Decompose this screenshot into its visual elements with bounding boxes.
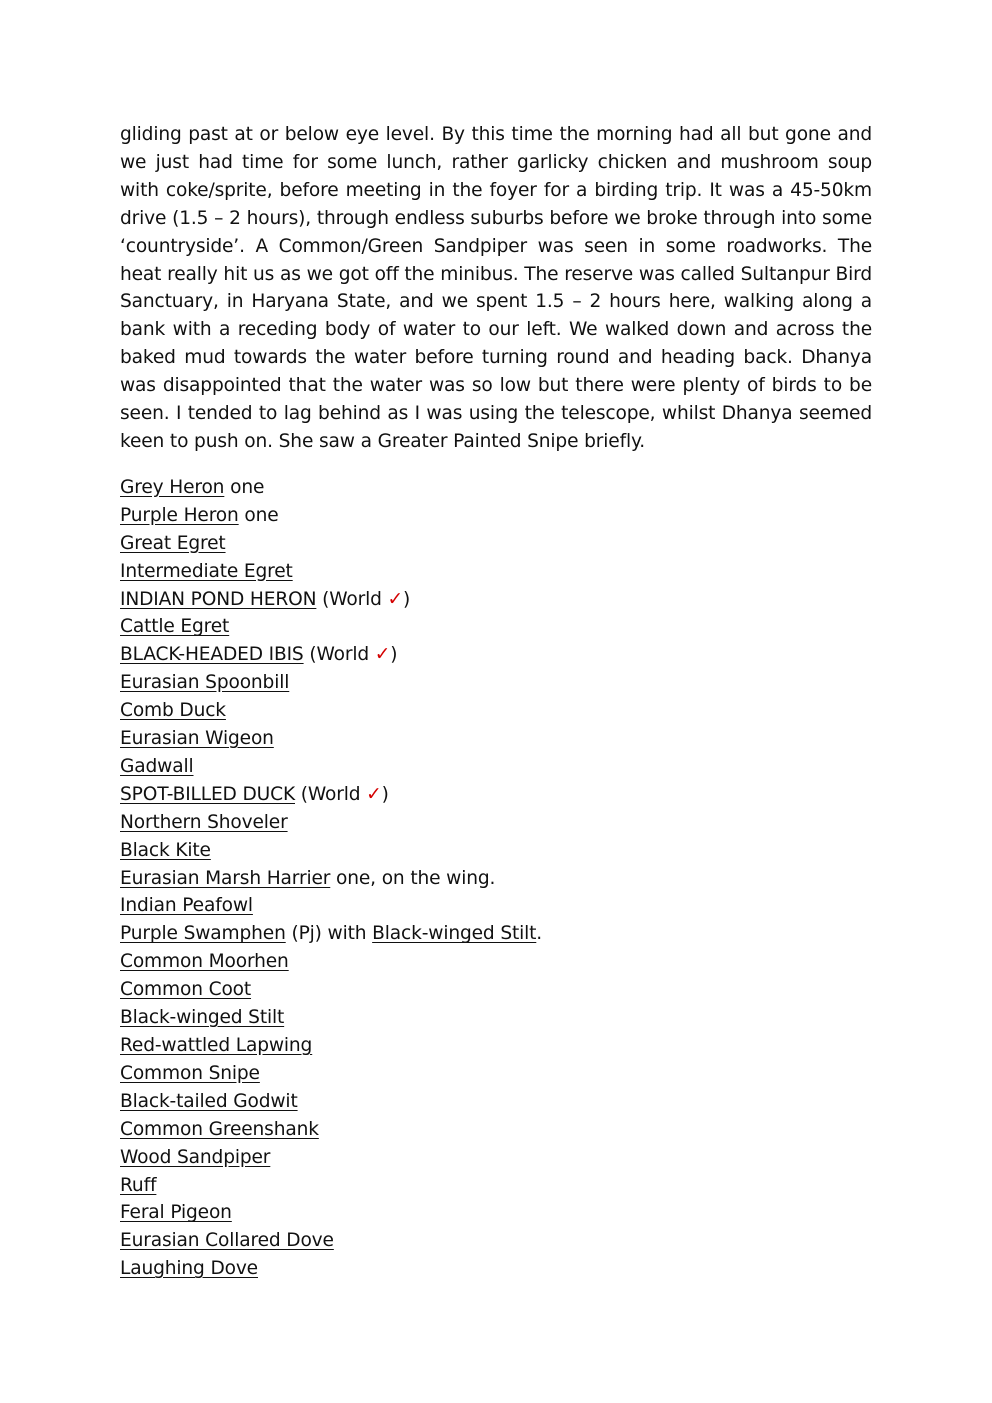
species-name: Grey Heron — [120, 476, 225, 498]
species-item — [120, 641, 872, 669]
species-name: Black-winged Stilt — [372, 923, 537, 945]
species-list — [120, 474, 872, 1283]
species-name: Great Egret — [120, 532, 226, 554]
species-name: Eurasian Collared Dove — [120, 1230, 334, 1252]
intro-paragraph: gliding past at or below eye level. By this time the morning had all but gone and we just had time for some lunch, rather garlicky chicken and mushroom soup with coke/sprite, before meeting in the foyer for a birding trip. It was a 45-50km drive (1.5 – 2 hours), through endless suburbs before we broke through into some ‘countryside’. A Common/Green Sandpiper was seen in some roadworks. The heat really hit us as we got off the minibus. The reserve was called Sultanpur Bird Sanctuary, in Haryana State, and we spent 1.5 – 2 hours here, walking along a bank with a receding body of water to our left. We walked down and across the baked mud towards the water before turning round and heading back. Dhanya was disappointed that the water was so low but there were plenty of birds to be seen. I tended to lag behind as I was using the telescope, whilst Dhanya seemed keen to push on. She saw a Greater Painted Snipe briefly. — [120, 124, 872, 452]
world-label-close: ) — [381, 783, 389, 805]
species-name: Common Moorhen — [120, 951, 289, 973]
species-name: Eurasian Marsh Harrier — [120, 867, 331, 889]
species-name: Common Coot — [120, 979, 252, 1001]
species-item — [120, 669, 872, 697]
world-label-close: ) — [390, 644, 398, 666]
species-item — [120, 558, 872, 586]
species-name: Indian Peafowl — [120, 895, 253, 917]
species-note: (Pj) with — [285, 923, 373, 945]
species-item — [120, 530, 872, 558]
species-item — [120, 1004, 872, 1032]
species-item — [120, 976, 872, 1004]
species-item — [120, 1255, 872, 1283]
species-item — [120, 892, 872, 920]
species-name: Eurasian Spoonbill — [120, 672, 290, 694]
world-label: (World — [303, 644, 375, 666]
species-item — [120, 1227, 872, 1255]
species-item — [120, 865, 872, 893]
species-item — [120, 1060, 872, 1088]
species-name: SPOT-BILLED DUCK — [120, 783, 295, 805]
species-item — [120, 586, 872, 614]
species-name: Eurasian Wigeon — [120, 728, 274, 750]
species-note: one — [238, 504, 279, 526]
species-name: Northern Shoveler — [120, 811, 288, 833]
species-item — [120, 1144, 872, 1172]
world-label-close: ) — [402, 588, 411, 610]
species-item — [120, 613, 872, 641]
species-note: one — [224, 476, 265, 498]
red-check-icon: ✓ — [387, 588, 403, 610]
species-name: Intermediate Egret — [120, 560, 293, 582]
species-item — [120, 697, 872, 725]
species-item — [120, 809, 872, 837]
species-item — [120, 502, 872, 530]
species-item — [120, 781, 872, 809]
species-item — [120, 1199, 872, 1227]
species-item — [120, 753, 872, 781]
species-name: Ruff — [120, 1174, 157, 1196]
species-item — [120, 725, 872, 753]
species-item — [120, 1088, 872, 1116]
species-name: Red-wattled Lapwing — [120, 1035, 313, 1056]
species-item — [120, 948, 872, 976]
species-name: Comb Duck — [120, 700, 226, 722]
species-name: Gadwall — [120, 755, 194, 777]
document-page — [120, 121, 872, 1283]
species-name: BLACK-HEADED IBIS — [120, 644, 304, 666]
species-item — [120, 920, 872, 948]
species-name: Laughing Dove — [120, 1258, 258, 1280]
species-item — [120, 1032, 872, 1060]
species-name: Black-tailed Godwit — [120, 1090, 298, 1112]
species-note: . — [536, 923, 543, 945]
species-name: Purple Swamphen — [120, 923, 286, 945]
species-name: Black-winged Stilt — [120, 1007, 285, 1029]
red-check-icon: ✓ — [366, 783, 382, 805]
species-note: one, on the wing. — [330, 867, 496, 889]
red-check-icon: ✓ — [374, 644, 391, 666]
species-name: Common Snipe — [120, 1062, 260, 1084]
species-name: Feral Pigeon — [120, 1202, 232, 1224]
species-item — [120, 837, 872, 865]
world-label: (World — [316, 588, 388, 610]
species-item — [120, 1172, 872, 1200]
world-label: (World — [295, 783, 367, 805]
species-name: Common Greenshank — [120, 1118, 319, 1140]
species-name: Purple Heron — [120, 504, 239, 526]
species-name: Wood Sandpiper — [120, 1146, 271, 1168]
species-name: INDIAN POND HERON — [120, 588, 317, 610]
species-name: Cattle Egret — [120, 616, 230, 638]
species-item — [120, 474, 872, 502]
species-item — [120, 1116, 872, 1144]
species-name: Black Kite — [120, 839, 211, 861]
